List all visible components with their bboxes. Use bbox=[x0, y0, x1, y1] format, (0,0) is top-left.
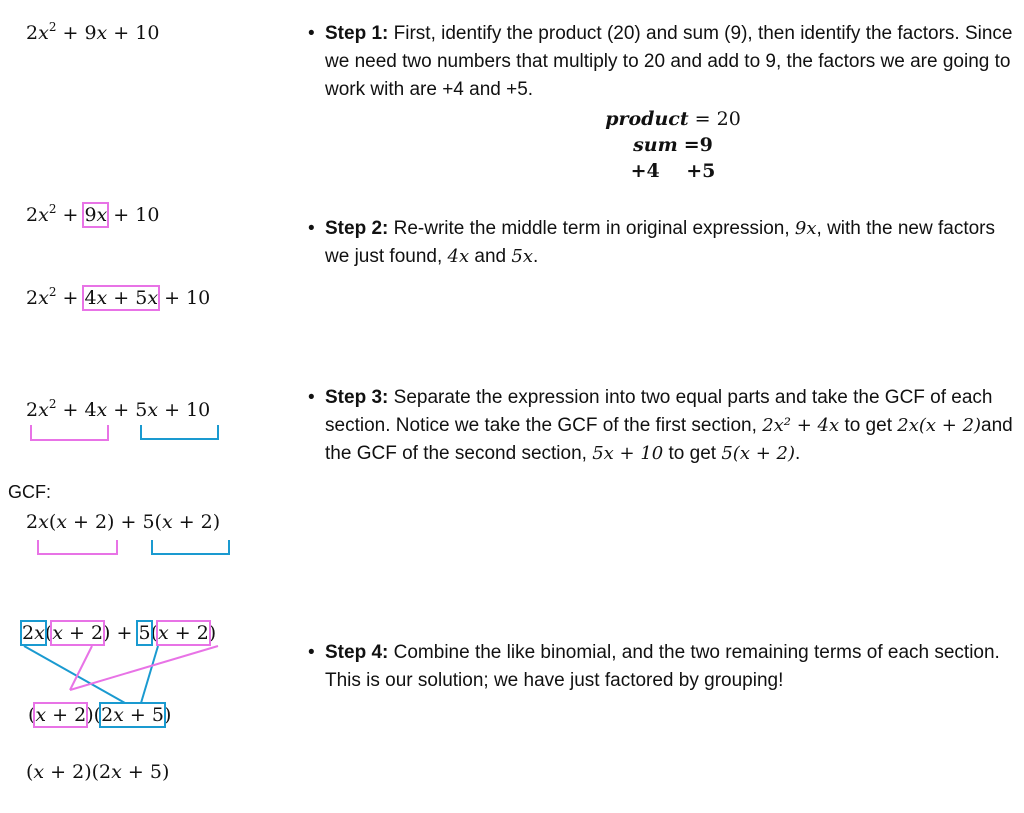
step-1-label: Step 1: bbox=[325, 23, 389, 44]
expression-split-middle: $2x^2 + 4x + 5x + 10$ bbox=[26, 285, 211, 309]
expr-gcf-second: 5(x + 2) bbox=[721, 443, 795, 464]
sum-value: =9 bbox=[683, 134, 713, 156]
term-5-box: 5 bbox=[138, 622, 151, 644]
connector-binomial-2 bbox=[70, 646, 218, 690]
middle-term-box: 9x bbox=[84, 204, 108, 226]
bracket-blue-2 bbox=[152, 540, 229, 554]
expression-combined-boxed: (x + 2)(2x + 5) bbox=[28, 704, 172, 726]
expression-highlight-middle: $2x^2 + 9x + 10$ bbox=[26, 202, 160, 226]
expr-second-section: 5x + 10 bbox=[592, 443, 664, 464]
expression-gcf: 2x(x + 2) + 5(x + 2) bbox=[26, 511, 221, 533]
step-2-text: , with the new factors we just found, bbox=[325, 218, 995, 267]
bullet-icon: • bbox=[308, 642, 315, 663]
step-4-text: Combine the like binomial, and the two remaining terms of each section. This is our solution; we have just factored by grouping! bbox=[325, 642, 1000, 691]
step-1-text: First, identify the product (20) and sum (9), then identify the factors. Since we need two numbers that multiply to 20 and add to 9, the factors we are going to work with are +4 and +5. bbox=[325, 23, 1013, 100]
step-3 bbox=[308, 384, 1013, 468]
step-2 bbox=[308, 215, 1013, 271]
term-9x: 9x bbox=[794, 218, 817, 239]
step-1-work bbox=[598, 106, 748, 184]
term-4x: 4x bbox=[447, 246, 470, 267]
step-3-text: Separate the expression into two equal parts and take the GCF of each section. Notice we take the GCF of the first section, bbox=[325, 387, 993, 436]
step-2-label: Step 2: bbox=[325, 218, 389, 239]
factor-pair: +4 +5 bbox=[630, 160, 716, 182]
bullet-icon: • bbox=[308, 23, 315, 44]
bracket-pink-2 bbox=[38, 540, 117, 554]
expr-gcf-first: 2x(x + 2) bbox=[897, 415, 982, 436]
step-3-text: to get bbox=[844, 415, 892, 436]
binomial-box-1: x + 2 bbox=[52, 622, 104, 644]
step-2-text: and bbox=[474, 246, 507, 267]
gcf-label: GCF: bbox=[8, 482, 51, 502]
expression-grouping: $2x^2 + 4x + 5x + 10$ bbox=[26, 397, 211, 421]
step-4 bbox=[308, 639, 1013, 695]
bullet-icon: • bbox=[308, 218, 315, 239]
expression-original: $2x^2 + 9x + 10$ bbox=[26, 20, 160, 44]
expression-boxed-terms: 2x(x + 2) + 5(x + 2) bbox=[22, 622, 217, 644]
bullet-icon: • bbox=[308, 387, 315, 408]
bracket-blue-1 bbox=[141, 425, 218, 439]
connector-2x bbox=[24, 646, 125, 703]
step-3-text: and the GCF of the second section, bbox=[325, 415, 1013, 464]
product-label: product bbox=[605, 108, 689, 130]
term-5x: 5x bbox=[511, 246, 534, 267]
step-3-text: to get bbox=[668, 443, 717, 464]
step-3-label: Step 3: bbox=[325, 387, 389, 408]
term-2x-box: 2x bbox=[22, 622, 45, 644]
connector-5 bbox=[141, 646, 158, 703]
combined-binomial-box: x + 2 bbox=[35, 704, 87, 726]
step-2-text: Re-write the middle term in original expression, bbox=[393, 218, 790, 239]
step-1 bbox=[308, 20, 1013, 104]
sum-label: sum bbox=[633, 134, 678, 156]
expression-final-answer: (x + 2)(2x + 5) bbox=[26, 761, 170, 783]
combined-terms-box: 2x + 5 bbox=[101, 704, 164, 726]
split-terms-box: 4x + 5x bbox=[84, 287, 159, 309]
binomial-box-2: x + 2 bbox=[157, 622, 209, 644]
step-2-text: . bbox=[533, 246, 539, 267]
step-3-text: . bbox=[795, 443, 801, 464]
product-value: = 20 bbox=[694, 108, 741, 130]
expr-first-section: 2x² + 4x bbox=[762, 415, 840, 436]
step-4-label: Step 4: bbox=[325, 642, 389, 663]
bracket-pink-1 bbox=[31, 425, 108, 440]
